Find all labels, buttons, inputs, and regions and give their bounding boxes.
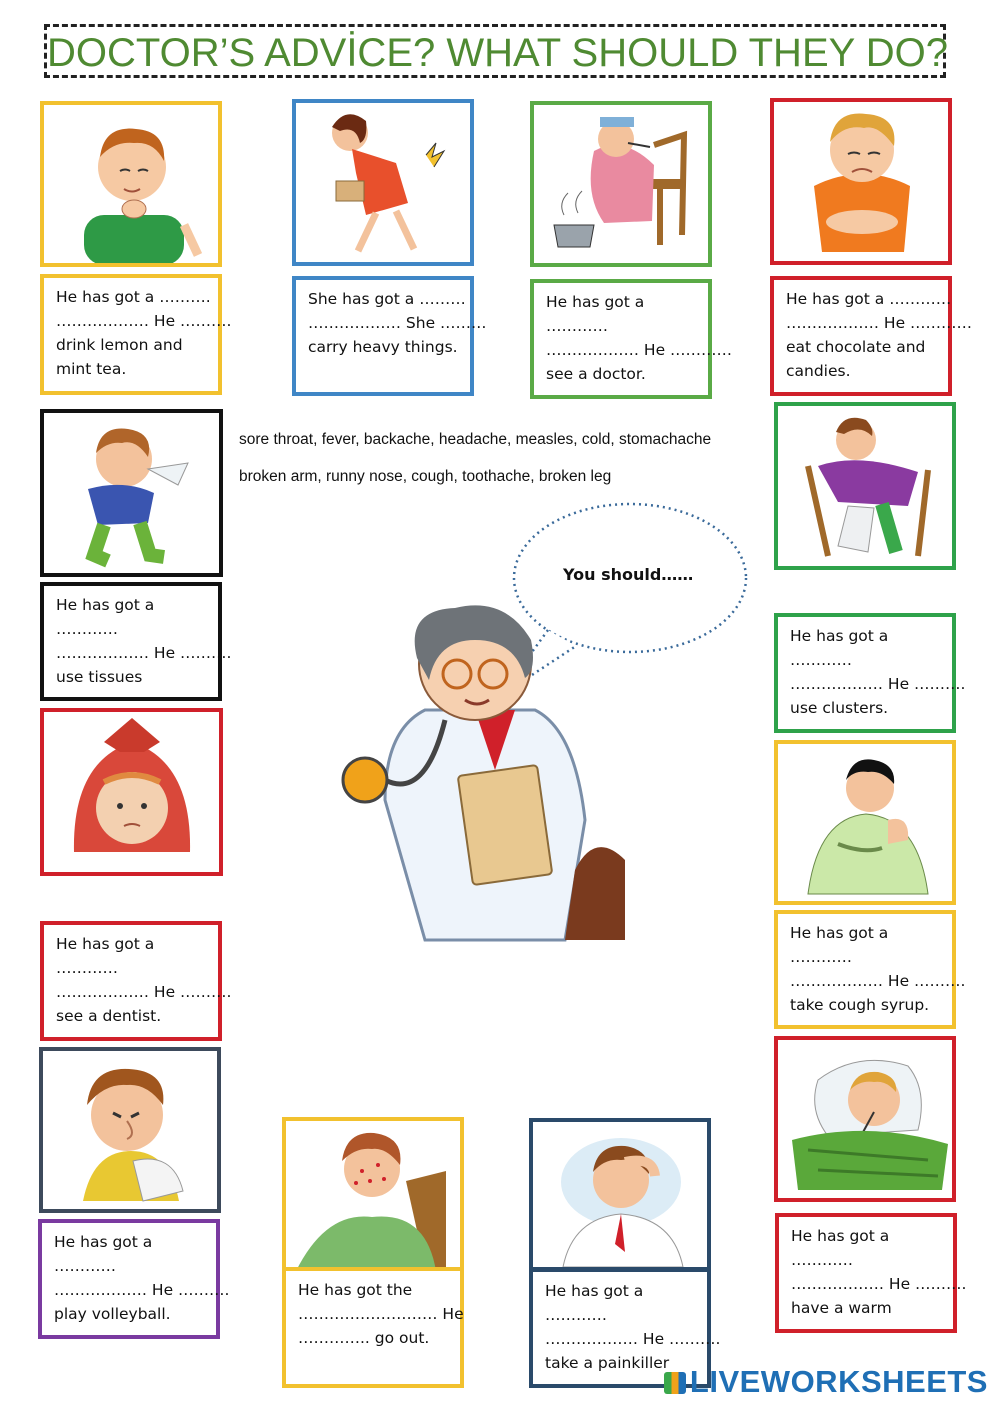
- card-line: take cough syrup.: [790, 996, 930, 1014]
- picture-broken-leg: [774, 402, 956, 570]
- card-line: ……………… She ………: [308, 314, 487, 332]
- advice-card-measles: [282, 1267, 464, 1388]
- card-line: He has got a …………: [786, 290, 952, 308]
- cold-boy-in-bed-icon: [778, 1040, 952, 1198]
- picture-toothache: [40, 708, 223, 876]
- card-line: …………: [546, 317, 608, 335]
- word-bank-line-1: sore throat, fever, backache, headache, measles, cold, stomachache: [239, 431, 712, 448]
- word-bank-line-2: broken arm, runny nose, cough, toothache, broken leg: [239, 468, 612, 485]
- card-line: ……………… He ……….: [790, 972, 966, 990]
- picture-runny-nose: [40, 409, 223, 577]
- card-line: see a dentist.: [56, 1007, 162, 1025]
- card-line: He has got a: [54, 1233, 153, 1251]
- card-line: He has got a: [545, 1282, 644, 1300]
- advice-card-toothache: [40, 921, 232, 1041]
- advice-card-backache: [292, 276, 487, 396]
- card-line: see a doctor.: [546, 365, 646, 383]
- card-line: He has got a: [546, 293, 645, 311]
- card-line: drink lemon and: [56, 336, 183, 354]
- card-line: …………: [790, 948, 852, 966]
- card-line: have a warm: [791, 1299, 892, 1317]
- card-line: mint tea.: [56, 360, 127, 378]
- card-line: ……………… He ……….: [56, 312, 232, 330]
- advice-card-broken-leg: [774, 613, 966, 733]
- advice-card-fever: [530, 279, 733, 399]
- card-line: ……………… He ……….: [56, 983, 232, 1001]
- card-line: eat chocolate and: [786, 338, 926, 356]
- picture-cough: [774, 740, 956, 905]
- picture-headache: [529, 1118, 711, 1271]
- logo-icon: [664, 1372, 686, 1394]
- card-line: ……………… He ……….: [790, 675, 966, 693]
- runny-nose-boy-icon: [44, 413, 219, 573]
- card-line: …………: [54, 1257, 116, 1275]
- sore-throat-boy-icon: [44, 105, 218, 263]
- advice-card-cold: [775, 1213, 967, 1333]
- measles-girl-icon: [286, 1121, 460, 1281]
- picture-stomachache: [770, 98, 952, 265]
- card-line: …………: [56, 959, 118, 977]
- picture-cold: [774, 1036, 956, 1202]
- card-line: …………: [790, 651, 852, 669]
- card-line: carry heavy things.: [308, 338, 458, 356]
- card-line: take a painkiller: [545, 1354, 670, 1372]
- card-line: He has got a: [56, 935, 155, 953]
- card-line: ……………………… He: [298, 1305, 464, 1323]
- liveworksheets-logo: [664, 1364, 988, 1400]
- doctor-icon: [325, 600, 655, 950]
- broken-arm-boy-icon: [43, 1051, 217, 1209]
- card-line: ………….. go out.: [298, 1329, 430, 1347]
- speech-bubble-text: You should……: [563, 565, 694, 584]
- card-line: She has got a ………: [308, 290, 466, 308]
- card-line: use tissues: [56, 668, 143, 686]
- card-line: He has got a: [790, 627, 889, 645]
- card-line: He has got the: [298, 1281, 413, 1299]
- page-title: DOCTOR’S ADVİCE? WHAT SHOULD THEY DO?: [47, 31, 948, 75]
- advice-card-stomachache: [770, 276, 973, 396]
- logo-text: LIVEWORKSHEETS: [689, 1364, 988, 1399]
- picture-fever: [530, 101, 712, 267]
- stomachache-boy-icon: [774, 102, 948, 261]
- advice-card-cough: [774, 910, 966, 1029]
- broken-leg-man-icon: [778, 406, 952, 566]
- card-line: play volleyball.: [54, 1305, 171, 1323]
- card-line: ……………… He ……….: [791, 1275, 967, 1293]
- title-box: [44, 24, 946, 78]
- advice-card-broken-arm: [38, 1219, 230, 1339]
- backache-woman-icon: [296, 103, 470, 262]
- card-line: He has got a ……….: [56, 288, 211, 306]
- card-line: ……………… He ……….: [54, 1281, 230, 1299]
- card-line: ……………… He ……….: [56, 644, 232, 662]
- card-line: ……………… He …………: [786, 314, 973, 332]
- picture-measles: [282, 1117, 464, 1285]
- card-line: ……………… He …………: [546, 341, 733, 359]
- card-line: He has got a: [791, 1227, 890, 1245]
- card-line: He has got a: [790, 924, 889, 942]
- advice-card-sore-throat: [40, 274, 232, 395]
- picture-broken-arm: [39, 1047, 221, 1213]
- headache-man-icon: [533, 1122, 707, 1267]
- advice-card-runny-nose: [40, 582, 232, 701]
- toothache-boy-icon: [44, 712, 219, 872]
- picture-sore-throat: [40, 101, 222, 267]
- card-line: candies.: [786, 362, 851, 380]
- fever-woman-icon: [534, 105, 708, 263]
- card-line: …………: [56, 620, 118, 638]
- card-line: …………: [791, 1251, 853, 1269]
- card-line: ……………… He ……….: [545, 1330, 721, 1348]
- card-line: …………: [545, 1306, 607, 1324]
- card-line: use clusters.: [790, 699, 889, 717]
- card-line: He has got a: [56, 596, 155, 614]
- cough-man-icon: [778, 744, 952, 901]
- picture-backache: [292, 99, 474, 266]
